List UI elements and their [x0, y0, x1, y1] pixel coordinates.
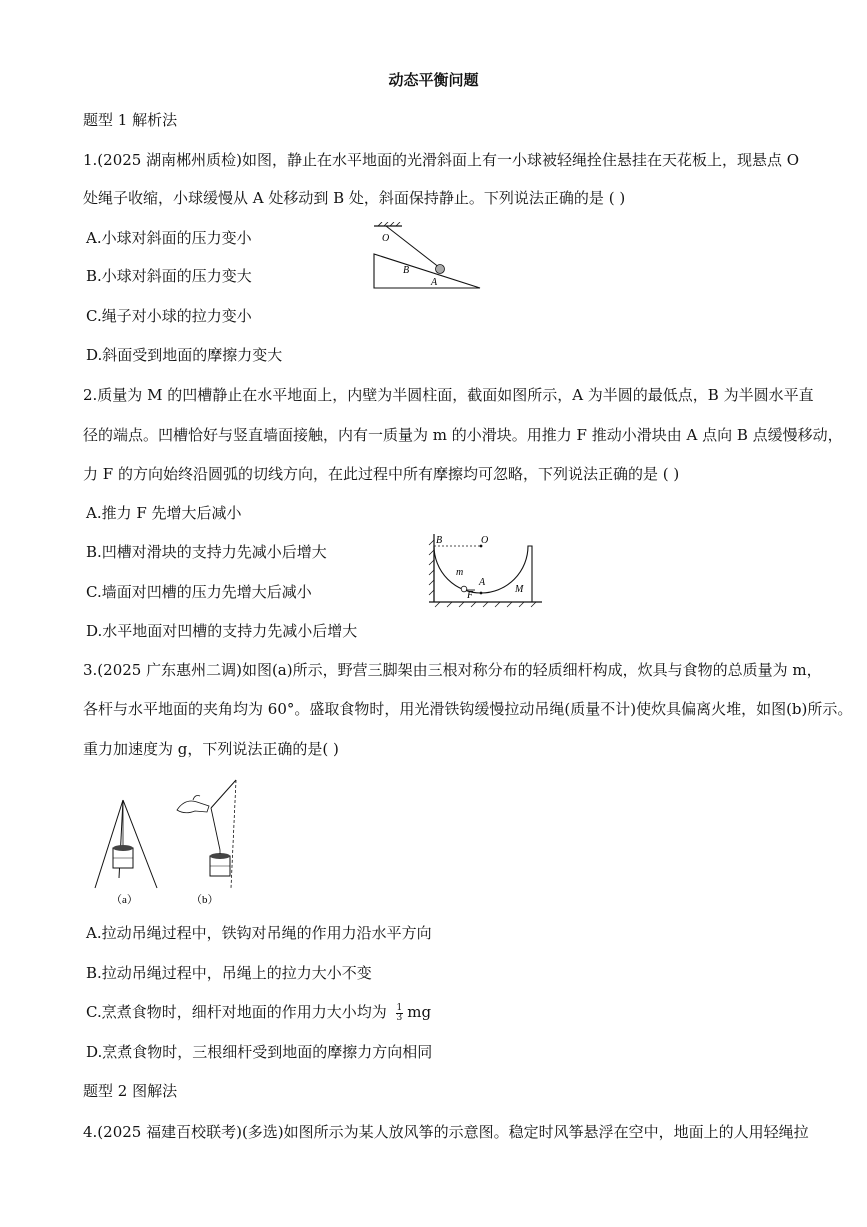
- q1-stem-line2: 处绳子收缩，小球缓慢从 A 处移动到 B 处，斜面保持静止。下列说法正确的是 ( ): [83, 189, 626, 207]
- q2-label-o: O: [481, 535, 489, 546]
- q3-label-a: （a）: [111, 894, 138, 906]
- one-third-fraction: [396, 1004, 404, 1023]
- q2-label-bigm: M: [515, 584, 524, 595]
- q2-option-d: D.水平地面对凹槽的支持力先减小后增大: [86, 622, 358, 640]
- q2-option-a: A.推力 F 先增大后减小: [86, 504, 242, 522]
- q1-option-d: D.斜面受到地面的摩擦力变大: [86, 346, 283, 364]
- q1-incline-figure: [364, 222, 489, 294]
- q3-stem-line2: 各杆与水平地面的夹角均为 60°。盛取食物时，用光滑铁钩缓慢拉动吊绳(质量不计)使炊具偏离火堆，如图(b)所示。: [83, 700, 853, 718]
- q2-label-a: A: [479, 577, 486, 588]
- q1-label-b: B: [403, 265, 410, 276]
- q1-label-a: A: [431, 277, 438, 288]
- q1-option-c: C.绳子对小球的拉力变小: [86, 307, 252, 325]
- q2-option-b: B.凹槽对滑块的支持力先减小后增大: [86, 543, 327, 561]
- q2-option-c: C.墙面对凹槽的压力先增大后减小: [86, 583, 312, 601]
- q3-option-a: A.拉动吊绳过程中，铁钩对吊绳的作用力沿水平方向: [86, 924, 432, 942]
- page-title: 动态平衡问题: [388, 71, 479, 89]
- fraction-denominator: 3: [396, 1012, 403, 1023]
- q1-option-b: B.小球对斜面的压力变大: [86, 267, 252, 285]
- q1-label-o: O: [382, 233, 390, 244]
- q3-tripod-figure: [85, 770, 260, 912]
- q4-stem-line1: 4.(2025 福建百校联考)(多选)如图所示为某人放风筝的示意图。稳定时风筝悬浮在空中，地面上的人用轻绳拉: [83, 1123, 809, 1141]
- fraction-numerator: 1: [396, 1002, 403, 1013]
- q1-stem-line1: 1.(2025 湖南郴州质检)如图，静止在水平地面的光滑斜面上有一小球被轻绳拴住悬挂在天花板上，现悬点 O: [83, 151, 800, 169]
- q3-option-c: [86, 1002, 431, 1023]
- q3-option-b: B.拉动吊绳过程中，吊绳上的拉力大小不变: [86, 964, 372, 982]
- q2-stem-line1: 2.质量为 M 的凹槽静止在水平地面上，内壁为半圆柱面，截面如图所示，A 为半圆的最低点，B 为半圆水平直: [83, 386, 814, 404]
- section-heading-1: 题型 1 解析法: [83, 111, 178, 129]
- q3-stem-line3: 重力加速度为 g，下列说法正确的是( ): [83, 740, 339, 758]
- q3-stem-line1: 3.(2025 广东惠州二调)如图(a)所示，野营三脚架由三根对称分布的轻质细杆构成，炊具与食物的总质量为 m，: [83, 661, 822, 679]
- q2-label-m: m: [456, 567, 464, 578]
- q2-stem-line2: 径的端点。凹槽恰好与竖直墙面接触，内有一质量为 m 的小滑块。用推力 F 推动小滑块由 A 点向 B 点缓慢移动，: [83, 426, 843, 444]
- q3-option-d: D.烹煮食物时，三根细杆受到地面的摩擦力方向相同: [86, 1043, 433, 1061]
- q3-option-c-text: C.烹煮食物时，细杆对地面的作用力大小均为: [86, 1003, 387, 1021]
- q2-stem-line3: 力 F 的方向始终沿圆弧的切线方向，在此过程中所有摩擦均可忽略，下列说法正确的是 ( ): [83, 465, 680, 483]
- q3-label-b: （b）: [191, 894, 219, 906]
- section-heading-2: 题型 2 图解法: [83, 1082, 178, 1100]
- q1-option-a: A.小球对斜面的压力变小: [86, 229, 252, 247]
- q3-option-c-unit: mg: [407, 1003, 432, 1021]
- q2-groove-figure: [426, 530, 546, 608]
- q2-label-f: F: [467, 590, 474, 601]
- q2-label-b: B: [436, 535, 443, 546]
